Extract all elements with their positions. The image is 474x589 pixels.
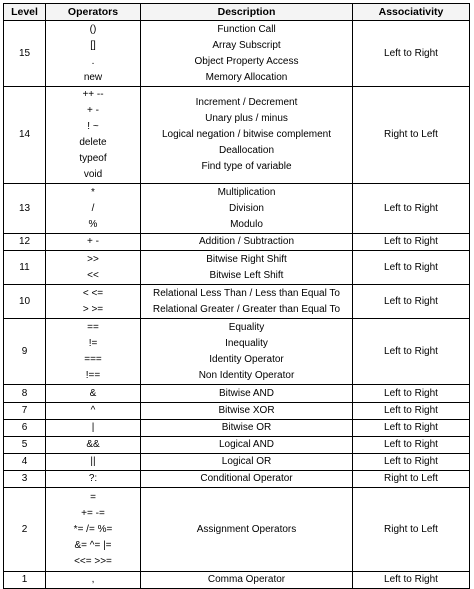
- associativity-cell: Left to Right: [353, 319, 470, 385]
- level-cell: 7: [4, 403, 46, 420]
- operator-symbol: > >=: [82, 303, 104, 315]
- table-row: [4, 437, 470, 454]
- associativity-cell: Left to Right: [353, 403, 470, 420]
- header-associativity: Associativity: [353, 4, 470, 21]
- operators-cell: [46, 251, 141, 285]
- description-cell: [141, 251, 353, 285]
- operator-symbol: ,: [91, 574, 95, 585]
- operator-description: Bitwise XOR: [218, 405, 275, 416]
- description-cell: [141, 437, 353, 454]
- associativity-cell: Left to Right: [353, 385, 470, 403]
- operators-cell: [46, 234, 141, 251]
- operator-symbol: ===: [84, 353, 102, 365]
- operator-description: Logical negation / bitwise complement: [162, 129, 331, 140]
- operator-symbol: .: [91, 55, 95, 67]
- operator-description: Relational Less Than / Less than Equal To: [153, 287, 340, 299]
- operator-description: Relational Greater / Greater than Equal To: [152, 303, 341, 315]
- operator-symbol: delete: [79, 137, 107, 148]
- operator-symbol: /: [91, 202, 95, 214]
- associativity-cell: Left to Right: [353, 437, 470, 454]
- description-cell: [141, 488, 353, 572]
- associativity-cell: Left to Right: [353, 251, 470, 285]
- table-row: [4, 251, 470, 285]
- operator-symbol: ==: [87, 321, 99, 333]
- operator-description: Assignment Operators: [196, 523, 297, 535]
- table-row: [4, 184, 470, 234]
- operator-description: Bitwise Right Shift: [206, 253, 287, 265]
- associativity-cell: Left to Right: [353, 454, 470, 471]
- operator-description: Bitwise OR: [221, 422, 272, 433]
- operator-symbol: &= ^= |=: [74, 539, 112, 551]
- operator-symbol: ?:: [88, 473, 98, 484]
- level-cell: 1: [4, 572, 46, 589]
- header-description: Description: [141, 4, 353, 21]
- operator-symbol: *= /= %=: [73, 523, 113, 535]
- operator-symbol: + -: [87, 236, 99, 247]
- operator-description: Array Subscript: [212, 39, 281, 51]
- associativity-cell: Right to Left: [353, 471, 470, 488]
- associativity-cell: Left to Right: [353, 21, 470, 87]
- operator-symbol: <<= >>=: [74, 555, 112, 567]
- associativity-cell: Right to Left: [353, 488, 470, 572]
- operators-cell: [46, 87, 141, 184]
- description-cell: [141, 21, 353, 87]
- table-row: [4, 420, 470, 437]
- operator-description: Modulo: [230, 218, 263, 230]
- header-row: [4, 4, 470, 21]
- operator-description: Comma Operator: [207, 574, 286, 585]
- operator-description: Inequality: [225, 337, 268, 349]
- operator-symbol: (): [89, 23, 97, 35]
- associativity-cell: Left to Right: [353, 285, 470, 319]
- operator-description: Addition / Subtraction: [198, 236, 295, 247]
- operator-description: Deallocation: [218, 145, 275, 156]
- description-cell: [141, 285, 353, 319]
- description-cell: [141, 385, 353, 403]
- table-row: [4, 21, 470, 87]
- description-cell: [141, 403, 353, 420]
- level-cell: 2: [4, 488, 46, 572]
- operator-description: Unary plus / minus: [205, 113, 288, 124]
- associativity-cell: Left to Right: [353, 420, 470, 437]
- operators-cell: [46, 454, 141, 471]
- table-row: [4, 87, 470, 184]
- level-cell: 4: [4, 454, 46, 471]
- operator-symbol: + -: [87, 105, 99, 116]
- operators-cell: [46, 471, 141, 488]
- operators-cell: [46, 184, 141, 234]
- level-cell: 14: [4, 87, 46, 184]
- operator-description: Bitwise Left Shift: [209, 269, 284, 281]
- description-cell: [141, 420, 353, 437]
- operator-symbol: void: [83, 169, 103, 180]
- operator-symbol: %: [88, 218, 98, 230]
- operator-description: Object Property Access: [194, 55, 299, 67]
- description-cell: [141, 471, 353, 488]
- table-row: [4, 234, 470, 251]
- operator-symbol: <<: [87, 269, 99, 281]
- operator-description: Multiplication: [217, 186, 276, 198]
- description-cell: [141, 87, 353, 184]
- level-cell: 3: [4, 471, 46, 488]
- level-cell: 8: [4, 385, 46, 403]
- operator-description: Logical OR: [221, 456, 272, 467]
- operator-symbol: ||: [90, 456, 96, 467]
- table-body: [4, 21, 470, 589]
- operator-symbol: ! ~: [87, 121, 99, 132]
- operator-description: Division: [228, 202, 264, 214]
- operator-precedence-table: [3, 3, 470, 589]
- operator-symbol: |: [91, 422, 95, 433]
- operator-symbol: ^: [90, 405, 96, 416]
- table-row: [4, 488, 470, 572]
- operators-cell: [46, 385, 141, 403]
- operator-symbol: !==: [85, 369, 101, 381]
- table-row: [4, 385, 470, 403]
- operator-symbol: new: [83, 71, 103, 83]
- operators-cell: [46, 572, 141, 589]
- level-cell: 9: [4, 319, 46, 385]
- operator-symbol: < <=: [82, 287, 104, 299]
- operator-symbol: typeof: [79, 153, 107, 164]
- operator-description: Conditional Operator: [200, 473, 293, 484]
- operators-cell: [46, 319, 141, 385]
- associativity-cell: Left to Right: [353, 572, 470, 589]
- operator-description: Equality: [228, 321, 265, 333]
- operator-description: Function Call: [217, 23, 276, 35]
- associativity-cell: Left to Right: [353, 184, 470, 234]
- table-row: [4, 454, 470, 471]
- operator-description: Identity Operator: [209, 353, 284, 365]
- table-row: [4, 403, 470, 420]
- operator-symbol: &&: [86, 439, 100, 450]
- level-cell: 11: [4, 251, 46, 285]
- description-cell: [141, 572, 353, 589]
- operator-description: Non Identity Operator: [198, 369, 295, 381]
- description-cell: [141, 184, 353, 234]
- description-cell: [141, 454, 353, 471]
- header-level: Level: [4, 4, 46, 21]
- operator-symbol: &: [89, 387, 97, 399]
- operator-description: Logical AND: [218, 439, 275, 450]
- level-cell: 6: [4, 420, 46, 437]
- operators-cell: [46, 285, 141, 319]
- operator-symbol: ++ --: [82, 89, 104, 100]
- operator-symbol: += -=: [81, 507, 105, 519]
- operators-cell: [46, 21, 141, 87]
- operator-description: Memory Allocation: [205, 71, 288, 83]
- operator-symbol: =: [90, 491, 96, 503]
- operators-cell: [46, 403, 141, 420]
- operator-symbol: *: [91, 186, 95, 198]
- associativity-cell: Left to Right: [353, 234, 470, 251]
- operator-description: Increment / Decrement: [195, 97, 298, 108]
- operator-precedence-sheet: [3, 3, 469, 583]
- associativity-cell: Right to Left: [353, 87, 470, 184]
- operator-symbol: !=: [88, 337, 98, 349]
- table-row: [4, 471, 470, 488]
- table-row: [4, 285, 470, 319]
- operator-symbol: []: [90, 39, 96, 51]
- level-cell: 13: [4, 184, 46, 234]
- operator-description: Bitwise AND: [218, 387, 274, 399]
- table-row: [4, 319, 470, 385]
- operator-description: Find type of variable: [201, 161, 292, 172]
- level-cell: 10: [4, 285, 46, 319]
- operator-symbol: >>: [87, 253, 99, 265]
- level-cell: 12: [4, 234, 46, 251]
- operators-cell: [46, 420, 141, 437]
- level-cell: 15: [4, 21, 46, 87]
- header-operators: Operators: [46, 4, 141, 21]
- table-row: [4, 572, 470, 589]
- description-cell: [141, 319, 353, 385]
- level-cell: 5: [4, 437, 46, 454]
- operators-cell: [46, 437, 141, 454]
- description-cell: [141, 234, 353, 251]
- operators-cell: [46, 488, 141, 572]
